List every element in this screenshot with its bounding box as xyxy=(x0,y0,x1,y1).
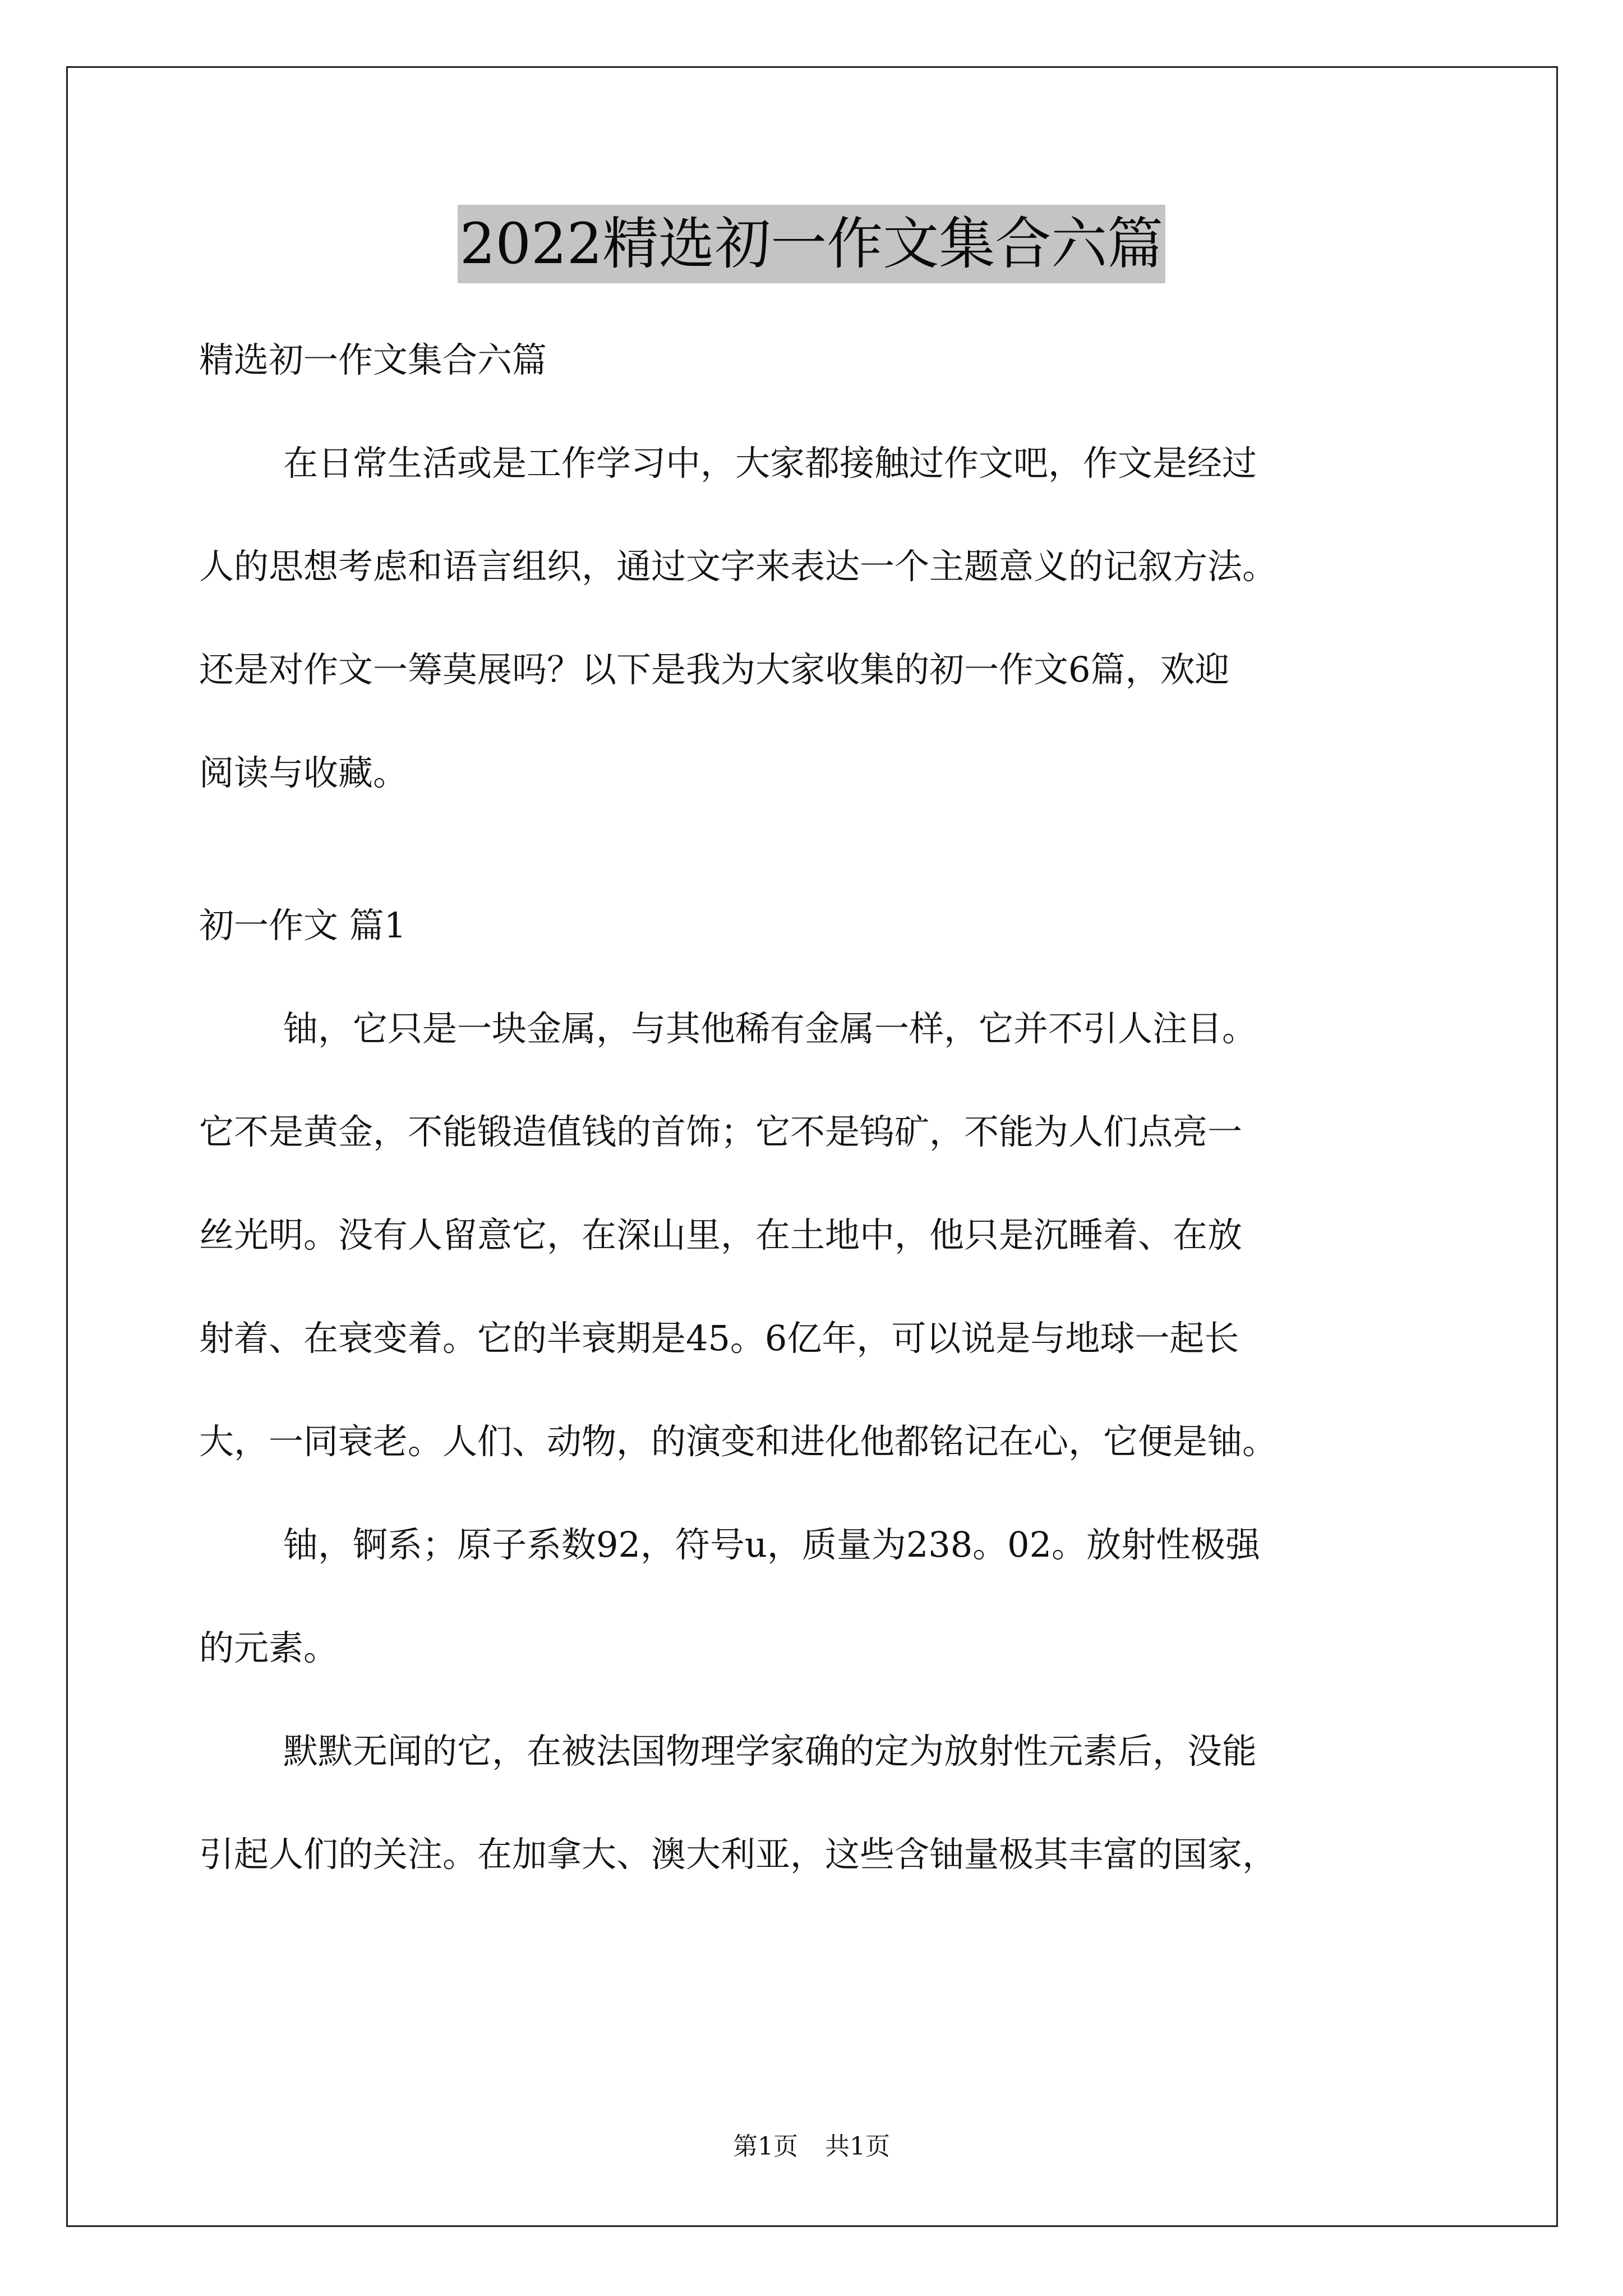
text-line: 的元素。 xyxy=(199,1627,339,1668)
page-total: 共1页 xyxy=(825,2132,890,2161)
text-line: 还是对作文一筹莫展吗？以下是我为大家收集的初一作文6篇，欢迎 xyxy=(199,649,1230,690)
text-line: 初一作文 篇1 xyxy=(199,905,407,946)
page-footer xyxy=(0,2126,1623,2162)
text-line: 铀，锕系；原子系数92，符号u，质量为238。02。放射性极强 xyxy=(283,1524,1261,1565)
document-title: 2022精选初一作文集合六篇 xyxy=(458,205,1166,283)
text-line: 在日常生活或是工作学习中，大家都接触过作文吧，作文是经过 xyxy=(283,443,1257,484)
text-line: 大，一同衰老。人们、动物，的演变和进化他都铭记在心，它便是铀。 xyxy=(199,1421,1278,1462)
page-number: 第1页 xyxy=(733,2132,798,2161)
section-gap xyxy=(199,825,1455,874)
text-line: 射着、在衰变着。它的半衰期是45。6亿年，可以说是与地球一起长 xyxy=(199,1318,1239,1359)
text-line: 它不是黄金，不能锻造值钱的首饰；它不是钨矿，不能为人们点亮一 xyxy=(199,1111,1243,1152)
text-line: 丝光明。没有人留意它，在深山里，在土地中，他只是沉睡着、在放 xyxy=(199,1214,1243,1255)
document-body xyxy=(199,309,1455,1906)
text-line: 精选初一作文集合六篇 xyxy=(199,339,547,380)
title-container xyxy=(0,205,1623,283)
text-line: 引起人们的关注。在加拿大、澳大利亚，这些含铀量极其丰富的国家， xyxy=(199,1834,1278,1875)
text-line: 铀，它只是一块金属，与其他稀有金属一样，它并不引人注目。 xyxy=(283,1008,1257,1049)
text-line: 人的思想考虑和语言组织，通过文字来表达一个主题意义的记叙方法。 xyxy=(199,546,1278,587)
text-line: 默默无闻的它，在被法国物理学家确的定为放射性元素后，没能 xyxy=(283,1731,1257,1772)
text-line: 阅读与收藏。 xyxy=(199,752,408,793)
